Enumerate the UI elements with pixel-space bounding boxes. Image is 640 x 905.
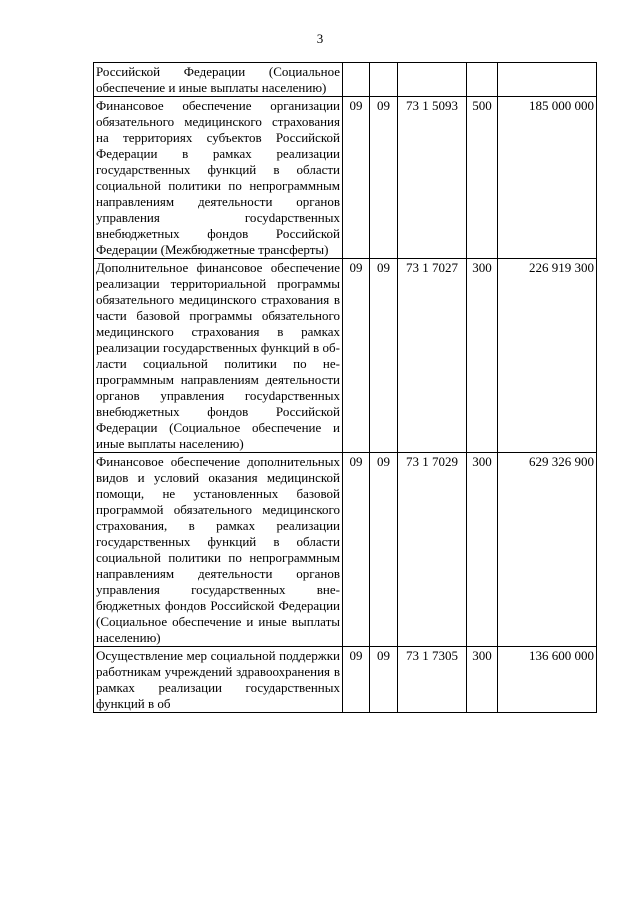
expense-type-code: 500 — [467, 97, 498, 259]
target-item-code: 73 1 7029 — [398, 453, 467, 647]
amount — [498, 63, 597, 97]
amount: 185 000 000 — [498, 97, 597, 259]
section-code: 09 — [343, 259, 370, 453]
row-name: Финансовое обеспечение организации обязательного медицинского страхования на территориях субъектов Российской Федерации в рамках реализации государственных функций в области социальной политики по непрограммным направлениям деятельности органов управления госуdарственных внебюджетных фондов Российской Федерации (Межбюджетные трансферты) — [94, 97, 343, 259]
row-name: Осуществление мер социальной поддержки работникам учреждений здравоохранения в рамках реализации государственных функций в об — [94, 647, 343, 713]
subsection-code: 09 — [370, 259, 398, 453]
target-item-code: 73 1 5093 — [398, 97, 467, 259]
target-item-code: 73 1 7027 — [398, 259, 467, 453]
subsection-code — [370, 63, 398, 97]
page-number: 3 — [316, 31, 324, 46]
expense-type-code — [467, 63, 498, 97]
target-item-code — [398, 63, 467, 97]
budget-table — [93, 62, 597, 713]
target-item-code: 73 1 7305 — [398, 647, 467, 713]
table-row — [94, 63, 597, 97]
amount: 136 600 000 — [498, 647, 597, 713]
section-code — [343, 63, 370, 97]
table-row — [94, 453, 597, 647]
row-name: Дополнительное финансовое обеспечение реализации территориальной программы обязательного медицинского страхования в части базовой программы обязательного медицинского страхования в рамках реализации государственных функций в области социальной политики по непрограммным направлениям деятельности органов управления госуdарственных внебюджетных фондов Российской Федерации (Социальное обеспечение и иные выплаты населению) — [94, 259, 343, 453]
subsection-code: 09 — [370, 647, 398, 713]
section-code: 09 — [343, 453, 370, 647]
amount: 226 919 300 — [498, 259, 597, 453]
row-name: Финансовое обеспечение дополнительных видов и условий оказания медицинской помощи, не установленных базовой программой обязательного медицинского страхования, в рамках реализации государственных функций в области социальной политики по непрограммным направлениям деятельности органов управления государственных внебюджетных фондов Российской Федерации (Социальное обеспечение и иные выплаты населению) — [94, 453, 343, 647]
expense-type-code: 300 — [467, 259, 498, 453]
subsection-code: 09 — [370, 453, 398, 647]
subsection-code: 09 — [370, 97, 398, 259]
table-row — [94, 97, 597, 259]
section-code: 09 — [343, 647, 370, 713]
section-code: 09 — [343, 97, 370, 259]
table-row — [94, 259, 597, 453]
expense-type-code: 300 — [467, 647, 498, 713]
row-name: Российской Федерации (Социальное обеспечение и иные выплаты населению) — [94, 63, 343, 97]
expense-type-code: 300 — [467, 453, 498, 647]
amount: 629 326 900 — [498, 453, 597, 647]
table-row — [94, 647, 597, 713]
